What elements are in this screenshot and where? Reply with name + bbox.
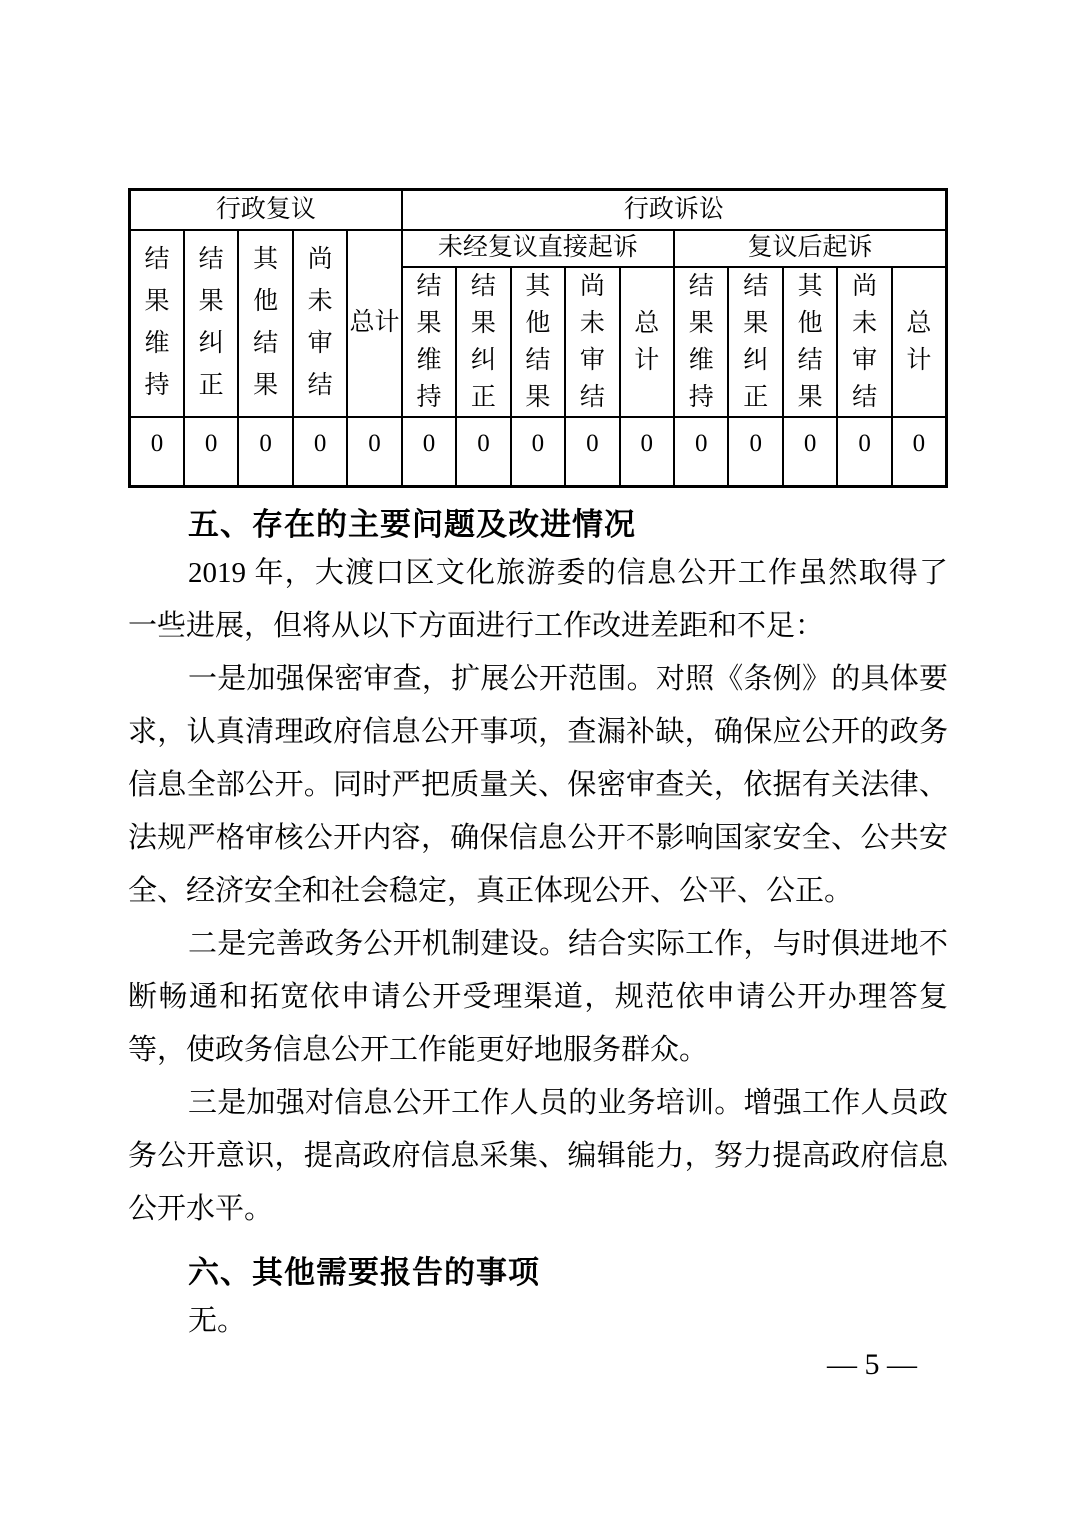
data-cell: 0 <box>783 417 837 487</box>
col-header-result-corrected: 结果纠正 <box>728 267 782 417</box>
paragraph <box>128 1295 948 1348</box>
table-data-row <box>130 417 947 487</box>
body-text-line: 等，使政务信息公开工作能更好地服务群众。 <box>128 1034 709 1066</box>
data-cell: 0 <box>238 417 292 487</box>
data-cell: 0 <box>728 417 782 487</box>
data-cell: 0 <box>565 417 619 487</box>
col-header-pending: 尚未审结 <box>293 230 347 417</box>
data-cell: 0 <box>293 417 347 487</box>
col-header-total: 总计 <box>347 230 401 417</box>
body-text-line: 三是加强对信息公开工作人员的业务培训。增强工作人员政 <box>188 1087 948 1119</box>
litigation-stats-table <box>128 188 948 488</box>
data-cell: 0 <box>892 417 947 487</box>
data-cell: 0 <box>130 417 184 487</box>
table-subheader-row <box>130 230 947 267</box>
body-text-line: 公开水平。 <box>128 1193 274 1225</box>
col-header-result-upheld: 结果维持 <box>674 267 728 417</box>
data-cell: 0 <box>620 417 674 487</box>
paragraph <box>128 547 948 653</box>
data-cell: 0 <box>511 417 565 487</box>
col-header-result-upheld: 结果维持 <box>402 267 456 417</box>
body-text-line: 信息全部公开。同时严把质量关、保密审查关，依据有关法律、 <box>128 769 948 801</box>
data-cell: 0 <box>402 417 456 487</box>
subheader-suit-after-reconsideration: 复议后起诉 <box>674 230 946 267</box>
body-text-line: 2019 年，大渡口区文化旅游委的信息公开工作虽然取得了 <box>188 557 948 589</box>
body-text-line: 法规严格审核公开内容，确保信息公开不影响国家安全、公共安 <box>128 822 948 854</box>
col-header-result-corrected: 结果纠正 <box>184 230 238 417</box>
col-header-total: 总计 <box>620 267 674 417</box>
col-header-other-result: 其他结果 <box>783 267 837 417</box>
subheader-direct-suit: 未经复议直接起诉 <box>402 230 674 267</box>
paragraph <box>128 1077 948 1236</box>
body-text-line: 无。 <box>188 1305 247 1337</box>
body-text <box>128 502 948 1348</box>
data-cell: 0 <box>837 417 891 487</box>
header-administrative-litigation: 行政诉讼 <box>402 190 947 230</box>
body-text-line: 断畅通和拓宽依申请公开受理渠道，规范依申请公开办理答复 <box>128 981 948 1013</box>
data-cell: 0 <box>347 417 401 487</box>
body-text-line: 求，认真清理政府信息公开事项，查漏补缺，确保应公开的政务 <box>128 716 948 748</box>
header-administrative-reconsideration: 行政复议 <box>130 190 402 230</box>
body-text-line: 务公开意识，提高政府信息采集、编辑能力，努力提高政府信息 <box>128 1140 948 1172</box>
body-text-line: 二是完善政务公开机制建设。结合实际工作，与时俱进地不 <box>188 928 948 960</box>
page-number: — 5 — <box>827 1348 917 1381</box>
paragraph <box>128 653 948 918</box>
data-cell: 0 <box>674 417 728 487</box>
section-heading-6: 六、其他需要报告的事项 <box>188 1255 540 1290</box>
document-content <box>128 188 948 1348</box>
col-header-result-corrected: 结果纠正 <box>456 267 510 417</box>
col-header-pending: 尚未审结 <box>565 267 619 417</box>
col-header-pending: 尚未审结 <box>837 267 891 417</box>
data-cell: 0 <box>184 417 238 487</box>
col-header-other-result: 其他结果 <box>511 267 565 417</box>
body-text-line: 一些进展，但将从以下方面进行工作改进差距和不足： <box>128 610 825 642</box>
body-text-line: 一是加强保密审查，扩展公开范围。对照《条例》的具体要 <box>188 663 948 695</box>
table-group-header-row <box>130 190 947 230</box>
section-heading-5: 五、存在的主要问题及改进情况 <box>188 507 636 542</box>
col-header-total: 总计 <box>892 267 947 417</box>
col-header-result-upheld: 结果维持 <box>130 230 184 417</box>
data-cell: 0 <box>456 417 510 487</box>
paragraph <box>128 918 948 1077</box>
col-header-other-result: 其他结果 <box>238 230 292 417</box>
body-text-line: 全、经济安全和社会稳定，真正体现公开、公平、公正。 <box>128 875 854 907</box>
